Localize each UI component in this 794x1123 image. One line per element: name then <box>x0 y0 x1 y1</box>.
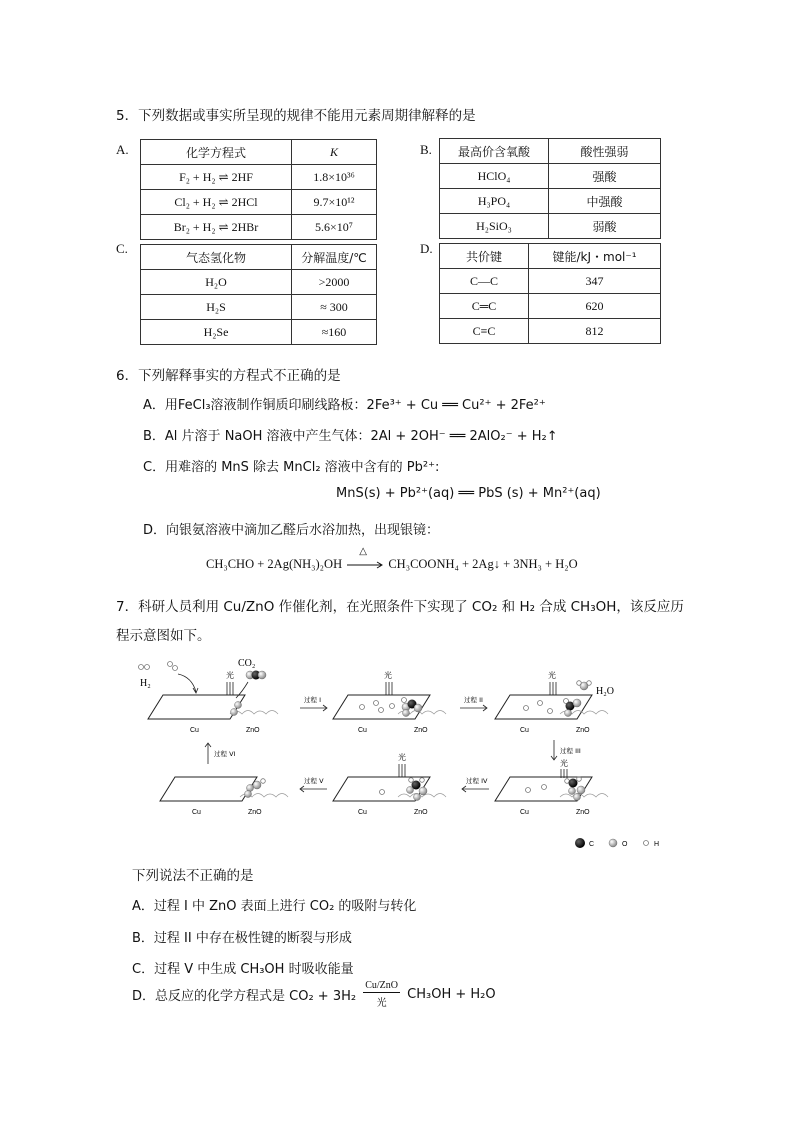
q5-title: 5．下列数据或事实所呈现的规律不能用元素周期律解释的是 <box>116 108 476 124</box>
table-d-header-energy: 键能/kJ・mol⁻¹ <box>529 244 661 269</box>
q5-table-a <box>140 139 377 240</box>
zno-label: ZnO <box>576 727 590 734</box>
table-d-header-bond: 共价键 <box>440 244 529 269</box>
q7-d-catalyst: Cu/ZnO <box>365 980 399 991</box>
q5-option-d-label: D. <box>420 241 433 256</box>
table-a-header-k: K <box>292 140 377 165</box>
zno-label: ZnO <box>248 809 262 816</box>
q6-option-c-equation: MnS(s) + Pb²⁺(aq) ══ PbS (s) + Mn²⁺(aq) <box>336 486 601 501</box>
d-eq-arrow-line <box>345 558 385 572</box>
q6-option-d-equation <box>206 546 578 572</box>
panel-after-step3 <box>495 758 608 816</box>
h2-arrow <box>178 674 196 692</box>
cu-label: Cu <box>190 727 199 734</box>
table-a-cell: 5.6×10⁷ <box>292 215 377 240</box>
light-label: 光 <box>226 671 234 680</box>
cu-label: Cu <box>520 809 529 816</box>
q5-option-b-label: B. <box>420 142 432 157</box>
step-4-arrow <box>462 776 489 792</box>
table-b-cell: HClO₄ <box>440 164 549 189</box>
table-b-header-acid: 最高价含氧酸 <box>440 139 549 164</box>
q7-option-d <box>132 980 496 1020</box>
q5-option-a-label: A. <box>116 142 129 157</box>
step2-label: 过程 II <box>464 696 483 704</box>
panel-after-step1 <box>333 670 446 734</box>
h2o-label: H₂O <box>596 686 614 697</box>
d-eq-right: CH₃COONH₄ + 2Ag↓ + 3NH₃ + H₂O <box>388 557 578 571</box>
table-d-cell: 347 <box>529 269 661 294</box>
step-1-arrow <box>300 695 327 711</box>
table-a-cell: Br₂ + H₂ ⇌ 2HBr <box>141 215 292 240</box>
table-c-header-hydride: 气态氢化物 <box>141 245 292 270</box>
zno-label: ZnO <box>246 727 260 734</box>
table-a-cell: Cl₂ + H₂ ⇌ 2HCl <box>141 190 292 215</box>
table-c-cell: ≈ 300 <box>292 295 377 320</box>
table-d-cell: C≡C <box>440 319 529 344</box>
table-c-cell: ≈160 <box>292 320 377 345</box>
h-atom <box>168 662 173 667</box>
table-c-cell: H₂S <box>141 295 292 320</box>
q5-table-c <box>140 244 377 345</box>
step1-label: 过程 I <box>304 696 321 704</box>
panel-after-step2 <box>495 670 614 734</box>
table-d-cell: 620 <box>529 294 661 319</box>
h-atom <box>173 666 178 671</box>
panel-after-step5 <box>160 777 288 816</box>
q7-d-left: D．总反应的化学方程式是 CO₂ + 3H₂ <box>132 989 357 1004</box>
light-label: 光 <box>548 671 556 680</box>
table-d-cell: C═C <box>440 294 529 319</box>
q6-option-a: A．用FeCl₃溶液制作铜质印刷线路板：2Fe³⁺ + Cu ══ Cu²⁺ + 2Fe²⁺ <box>143 398 546 413</box>
step5-label: 过程 V <box>304 777 324 785</box>
light-rays <box>227 682 233 695</box>
panel-initial <box>139 658 279 734</box>
reaction-mechanism-diagram <box>130 652 690 852</box>
cu-label: Cu <box>192 809 201 816</box>
legend-h-label: H <box>654 841 660 848</box>
q6-option-b: B．Al 片溶于 NaOH 溶液中产生气体：2Al + 2OH⁻ ══ 2AlO₂⁻ + H₂↑ <box>143 429 558 444</box>
legend-carbon-icon <box>575 838 585 848</box>
legend-hydrogen-icon <box>644 841 649 846</box>
o-atom <box>231 709 238 716</box>
q7-prompt: 下列说法不正确的是 <box>132 868 254 884</box>
q6-option-c: C．用难溶的 MnS 除去 MnCl₂ 溶液中含有的 Pb²⁺: <box>143 460 440 475</box>
q7-option-a: A．过程 I 中 ZnO 表面上进行 CO₂ 的吸附与转化 <box>132 899 417 914</box>
table-a-cell: 1.8×10³⁶ <box>292 165 377 190</box>
q6-option-d: D．向银氨溶液中滴加乙醛后水浴加热，出现银镜： <box>143 523 440 538</box>
q5-option-c-label: C. <box>116 241 128 256</box>
table-b-cell: H₃PO₄ <box>440 189 549 214</box>
cu-label: Cu <box>358 727 367 734</box>
panel-after-step4 <box>333 752 446 816</box>
q7-option-b: B．过程 II 中存在极性键的断裂与形成 <box>132 931 352 946</box>
zno-label: ZnO <box>414 809 428 816</box>
step3-label: 过程 III <box>560 747 581 755</box>
table-c-cell: H₂Se <box>141 320 292 345</box>
q7-option-c: C．过程 V 中生成 CH₃OH 时吸收能量 <box>132 962 354 977</box>
d-eq-arrow <box>345 546 385 572</box>
table-c-cell: >2000 <box>292 270 377 295</box>
table-c-cell: H₂O <box>141 270 292 295</box>
h-atom <box>145 665 150 670</box>
cu-surface <box>148 695 245 719</box>
table-d-cell: 812 <box>529 319 661 344</box>
q5-table-b <box>439 138 661 239</box>
light-label: 光 <box>384 671 392 680</box>
step-6-arrow <box>205 743 236 764</box>
q7-d-light: 光 <box>376 998 387 1009</box>
d-eq-heat-symbol: △ <box>359 546 367 558</box>
light-label: 光 <box>398 753 406 762</box>
table-b-header-strength: 酸性强弱 <box>549 139 661 164</box>
legend-o-label: O <box>622 841 628 848</box>
atom-legend <box>575 838 659 848</box>
table-b-cell: H₂SiO₃ <box>440 214 549 239</box>
zno-label: ZnO <box>414 727 428 734</box>
cu-label: Cu <box>358 809 367 816</box>
cu-surface <box>160 777 257 801</box>
legend-c-label: C <box>589 841 595 848</box>
table-b-cell: 弱酸 <box>549 214 661 239</box>
co2-arrow <box>236 682 248 698</box>
zno-label: ZnO <box>576 809 590 816</box>
o-atom <box>258 671 266 679</box>
h2-label: H₂ <box>140 678 151 689</box>
step6-label: 过程 VI <box>214 750 236 758</box>
co2-label: CO₂ <box>238 658 256 669</box>
step-3-arrow <box>551 740 581 760</box>
table-c-header-temp: 分解温度/℃ <box>292 245 377 270</box>
q6-title: 6．下列解释事实的方程式不正确的是 <box>116 368 341 384</box>
o-atom <box>235 702 242 709</box>
q7-title-line1: 7．科研人员利用 Cu/ZnO 作催化剂，在光照条件下实现了 CO₂ 和 H₂ 合成 CH₃OH，该反应历 <box>116 599 684 615</box>
light-label: 光 <box>560 759 568 768</box>
step-5-arrow <box>300 776 327 792</box>
table-a-cell: F₂ + H₂ ⇌ 2HF <box>141 165 292 190</box>
q7-title-line2: 程示意图如下。 <box>116 628 211 644</box>
table-b-cell: 中强酸 <box>549 189 661 214</box>
d-eq-left: CH₃CHO + 2Ag(NH₃)₂OH <box>206 557 343 571</box>
cu-label: Cu <box>520 727 529 734</box>
legend-oxygen-icon <box>609 839 617 847</box>
h-atom <box>139 665 144 670</box>
step4-label: 过程 IV <box>466 777 488 785</box>
q7-d-condition <box>363 980 400 1009</box>
table-a-header-equation: 化学方程式 <box>141 140 292 165</box>
q5-table-d <box>439 243 661 344</box>
step-2-arrow <box>460 695 487 711</box>
table-b-cell: 强酸 <box>549 164 661 189</box>
table-a-cell: 9.7×10¹² <box>292 190 377 215</box>
table-d-cell: C—C <box>440 269 529 294</box>
q7-d-right: CH₃OH + H₂O <box>407 987 496 1002</box>
